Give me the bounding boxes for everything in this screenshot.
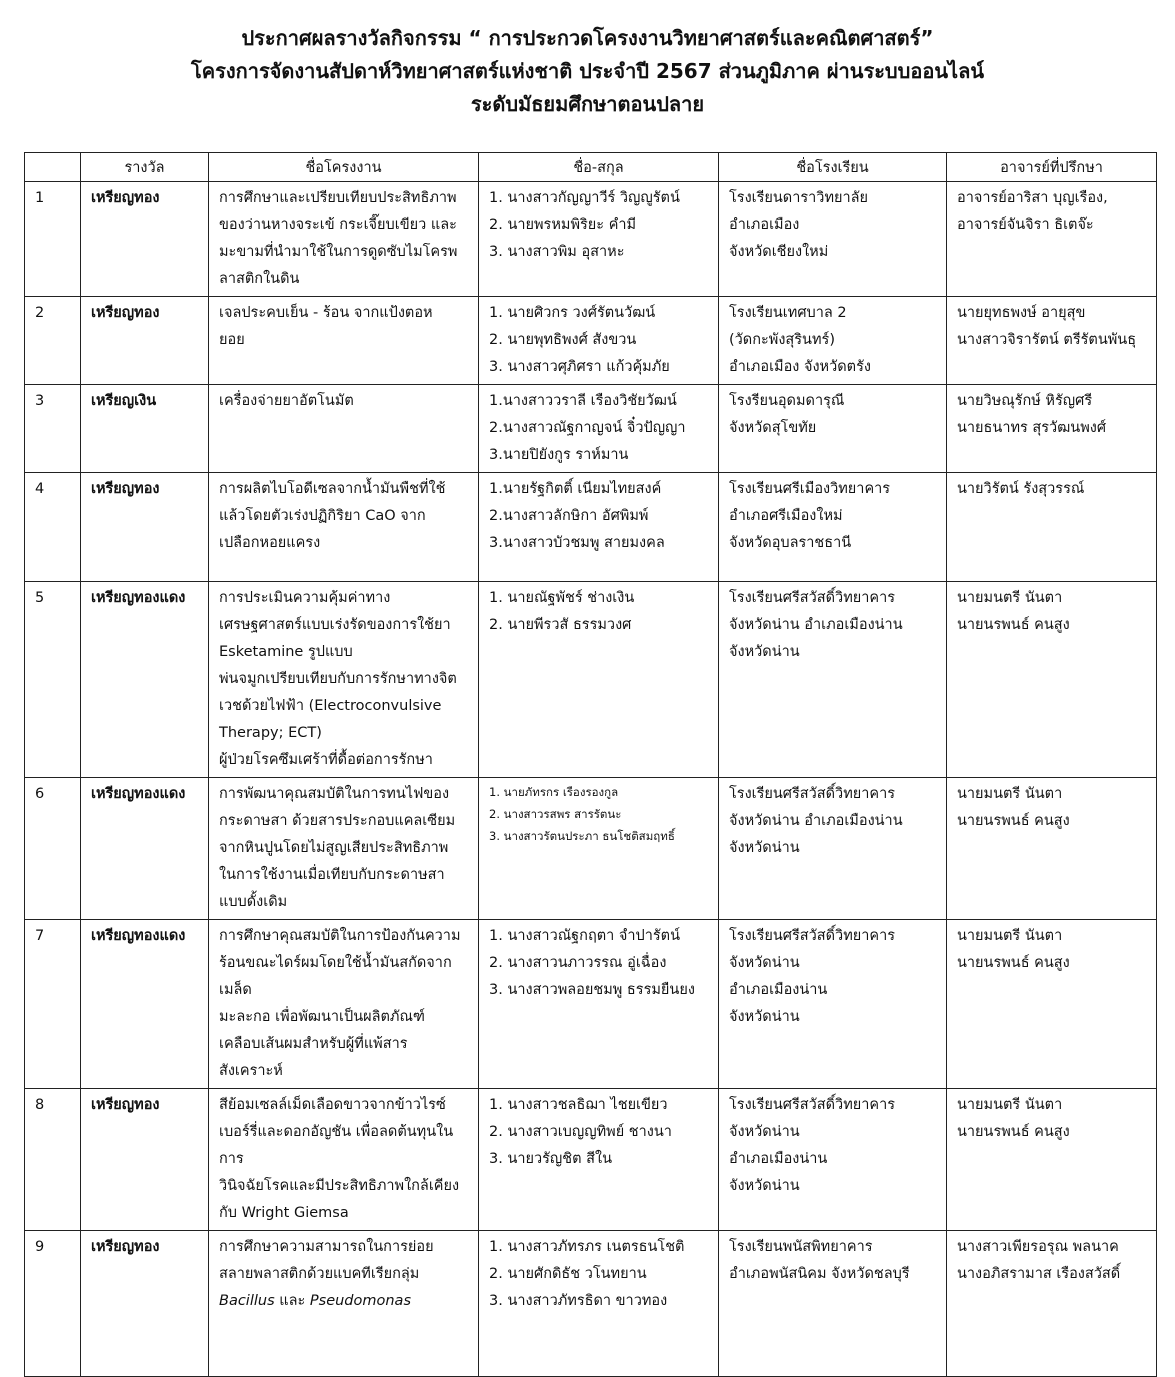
project-line: สลายพลาสติกด้วยแบคทีเรียกลุ่ม — [219, 1266, 420, 1282]
school-line: อำเภอเมืองน่าน — [729, 982, 828, 998]
column-header-school: ชื่อโรงเรียน — [719, 153, 947, 182]
advisor-name: นายนรพนธ์ คนสูง — [957, 1124, 1070, 1140]
project-line: กระดาษสา ด้วยสารประกอบแคลเซียม — [219, 813, 456, 829]
project-line: แล้วโดยตัวเร่งปฏิกิริยา CaO จาก — [219, 508, 426, 524]
advisor-name: นายนรพนธ์ คนสูง — [957, 617, 1070, 633]
school-line: (วัดกะพังสุรินทร์) — [729, 332, 835, 348]
genus-bacillus: Bacillus — [219, 1293, 275, 1309]
column-header-project: ชื่อโครงงาน — [209, 153, 479, 182]
table-row — [25, 473, 1157, 582]
project-line: จากหินปูนโดยไม่สูญเสียประสิทธิภาพ — [219, 840, 449, 856]
school-cell — [719, 920, 947, 1089]
row-number: 7 — [25, 920, 81, 1089]
school-cell — [719, 582, 947, 778]
project-line: เจลประคบเย็น - ร้อน จากแป้งตอห — [219, 305, 433, 321]
project-line: ในการใช้งานเมื่อเทียบกับกระดาษสา — [219, 867, 445, 883]
student-name: 1. นางสาวชลธิฌา ไชยเขียว — [489, 1097, 668, 1113]
advisors-cell — [947, 297, 1157, 385]
students-cell — [479, 297, 719, 385]
school-line: จังหวัดน่าน — [729, 955, 800, 971]
student-name: 2. นายพรหมพิริยะ คำมี — [489, 217, 637, 233]
student-name: 1. นางสาวกัญญาวีร์ วิญญูรัตน์ — [489, 190, 680, 206]
row-number: 3 — [25, 385, 81, 473]
school-line: จังหวัดน่าน — [729, 1009, 800, 1025]
project-line: เคลือบเส้นผมสำหรับผู้ที่แพ้สาร — [219, 1036, 408, 1052]
students-cell — [479, 385, 719, 473]
table-row — [25, 778, 1157, 920]
advisor-name: นายวิษณุรักษ์ หิรัญศรี — [957, 393, 1093, 409]
project-line: ของว่านหางจระเข้ กระเจี๊ยบเขียว และ — [219, 217, 457, 233]
school-line: อำเภอเมือง จังหวัดตรัง — [729, 359, 871, 375]
project-line: การศึกษาความสามารถในการย่อย — [219, 1239, 434, 1255]
student-name: 2. นายพีรวสั ธรรมวงศ — [489, 617, 632, 633]
project-line: มะขามที่นำมาใช้ในการดูดซับไมโครพ — [219, 244, 458, 260]
student-name: 1. นายณัฐพัชร์ ช่างเงิน — [489, 590, 635, 606]
advisor-name: นางสาวจิรารัตน์ ตรีรัตนพันธุ — [957, 332, 1137, 348]
project-line-genus — [219, 1288, 470, 1315]
project-line: เมล็ด — [219, 982, 252, 998]
heading-line-1: ประกาศผลรางวัลกิจกรรม “ การประกวดโครงงานวิทยาศาสตร์และคณิตศาสตร์” — [241, 26, 934, 50]
project-line: แบบดั้งเดิม — [219, 894, 288, 910]
school-line: จังหวัดน่าน — [729, 840, 800, 856]
award-cell: เหรียญทอง — [81, 182, 209, 297]
row-number: 4 — [25, 473, 81, 582]
project-cell — [209, 385, 479, 473]
row-number: 5 — [25, 582, 81, 778]
school-cell — [719, 182, 947, 297]
student-name: 3.นางสาวบัวชมพู สายมงคล — [489, 535, 665, 551]
students-cell — [479, 1089, 719, 1231]
award-cell: เหรียญทอง — [81, 297, 209, 385]
student-name: 3. นางสาวภัทรธิดา ขาวทอง — [489, 1293, 668, 1309]
students-cell — [479, 920, 719, 1089]
results-table — [24, 152, 1157, 1377]
students-cell — [479, 1231, 719, 1377]
project-line: การพัฒนาคุณสมบัติในการทนไฟของ — [219, 786, 450, 802]
column-header-students: ชื่อ-สกุล — [479, 153, 719, 182]
advisors-cell — [947, 582, 1157, 778]
advisors-cell — [947, 1231, 1157, 1377]
students-cell — [479, 473, 719, 582]
advisor-name: นายมนตรี นันตา — [957, 590, 1063, 606]
award-cell: เหรียญทองแดง — [81, 778, 209, 920]
project-line: เปลือกหอยแครง — [219, 535, 321, 551]
student-name: 3. นางสาวพลอยชมพู ธรรมยืนยง — [489, 982, 695, 998]
school-cell — [719, 297, 947, 385]
school-line: โรงเรียนพนัสพิทยาคาร — [729, 1239, 873, 1255]
student-name: 3. นางสาวศุภิศรา แก้วคุ้มภัย — [489, 359, 670, 375]
table-row — [25, 1089, 1157, 1231]
student-name: 2. นางสาวรสพร สารรัตนะ — [489, 807, 622, 821]
school-line: โรงเรียนศรีสวัสดิ์วิทยาคาร — [729, 928, 896, 944]
advisors-cell — [947, 778, 1157, 920]
table-row — [25, 297, 1157, 385]
row-number: 6 — [25, 778, 81, 920]
school-cell — [719, 1231, 947, 1377]
school-cell — [719, 1089, 947, 1231]
project-cell — [209, 778, 479, 920]
student-name: 1.นายรัฐกิตติ์ เนียมไทยสงค์ — [489, 481, 662, 497]
heading-line-3: ระดับมัธยมศึกษาตอนปลาย — [470, 92, 705, 116]
announcement-heading — [0, 22, 1175, 121]
heading-line-2: โครงการจัดงานสัปดาห์วิทยาศาสตร์แห่งชาติ ประจำปี 2567 ส่วนภูมิภาค ผ่านระบบออนไลน์ — [190, 59, 985, 83]
advisor-name: นายมนตรี นันตา — [957, 1097, 1063, 1113]
student-name: 1. นางสาวณัฐกฤตา จำปารัตน์ — [489, 928, 680, 944]
advisors-cell — [947, 920, 1157, 1089]
row-number: 2 — [25, 297, 81, 385]
project-line: สังเคราะห์ — [219, 1063, 283, 1079]
genus-pseudomonas: Pseudomonas — [309, 1293, 412, 1309]
table-row — [25, 920, 1157, 1089]
school-line: อำเภอศรีเมืองใหม่ — [729, 508, 843, 524]
project-cell — [209, 582, 479, 778]
project-line: มะละกอ เพื่อพัฒนาเป็นผลิตภัณฑ์ — [219, 1009, 425, 1025]
student-name: 1. นายศิวกร วงศ์รัตนวัฒน์ — [489, 305, 656, 321]
school-line: โรงรียนอุดมดารุณี — [729, 393, 845, 409]
student-name: 2. นางสาวนภาวรรณ อู่เฉื่อง — [489, 955, 667, 971]
project-line: เศรษฐศาสตร์แบบเร่งรัดของการใช้ยา — [219, 617, 451, 633]
project-line: การผลิตไบโอดีเซลจากน้ำมันพืชที่ใช้ — [219, 481, 446, 497]
student-name: 3. นางสาวพิม อุสาหะ — [489, 244, 625, 260]
school-line: อำเภอเมือง — [729, 217, 800, 233]
school-line: จังหวัดอุบลราชธานี — [729, 535, 852, 551]
table-row — [25, 1231, 1157, 1377]
project-line: การ — [219, 1151, 244, 1167]
advisor-name: นายยุทธพงษ์ อายุสุข — [957, 305, 1086, 321]
project-cell — [209, 182, 479, 297]
project-line: Esketamine รูปแบบ — [219, 644, 353, 660]
project-line: กับ Wright Giemsa — [219, 1205, 349, 1221]
project-cell — [209, 920, 479, 1089]
project-line: ร้อนขณะไดร์ผมโดยใช้น้ำมันสกัดจาก — [219, 955, 452, 971]
table-header-row — [25, 153, 1157, 182]
school-line: โรงเรียนศรีสวัสดิ์วิทยาคาร — [729, 1097, 896, 1113]
project-line: ลาสติกในดิน — [219, 271, 300, 287]
advisors-cell — [947, 473, 1157, 582]
row-number: 1 — [25, 182, 81, 297]
student-name: 2.นางสาวลักษิกา อัศพิมพ์ — [489, 508, 649, 524]
school-line: โรงเรียนศรีสวัสดิ์วิทยาคาร — [729, 786, 896, 802]
students-cell — [479, 182, 719, 297]
column-header-award: รางวัล — [81, 153, 209, 182]
school-line: อำเภอพนัสนิคม จังหวัดชลบุรี — [729, 1266, 910, 1282]
project-line: ยอย — [219, 332, 245, 348]
school-line: อำเภอเมืองน่าน — [729, 1151, 828, 1167]
project-cell — [209, 1089, 479, 1231]
row-number: 8 — [25, 1089, 81, 1231]
advisor-name: นายธนาทร สุรวัฒนพงศ์ — [957, 420, 1107, 436]
advisors-cell — [947, 182, 1157, 297]
student-name: 2.นางสาวณัฐกาญจน์ จิ๋วปัญญา — [489, 420, 686, 436]
student-name: 2. นายศักดิธัช วโนทยาน — [489, 1266, 647, 1282]
award-cell: เหรียญทอง — [81, 1231, 209, 1377]
school-line: จังหวัดน่าน อำเภอเมืองน่าน — [729, 813, 903, 829]
row-number: 9 — [25, 1231, 81, 1377]
table-row — [25, 182, 1157, 297]
school-line: จังหวัดน่าน — [729, 1178, 800, 1194]
students-cell — [479, 582, 719, 778]
student-name: 3. นายวรัญชิต สีใน — [489, 1151, 612, 1167]
student-name: 3.นายปิยังกูร ราห์มาน — [489, 447, 629, 463]
award-cell: เหรียญทอง — [81, 473, 209, 582]
project-line: สีย้อมเซลล์เม็ดเลือดขาวจากข้าวไรซ์ — [219, 1097, 446, 1113]
student-name: 1. นางสาวภัทรภร เนตรธนโชติ — [489, 1239, 685, 1255]
advisor-name: อาจารย์จันจิรา ธิเตจ๊ะ — [957, 217, 1094, 233]
project-line: การศึกษาคุณสมบัติในการป้องกันความ — [219, 928, 461, 944]
column-header-advisors: อาจารย์ที่ปรึกษา — [947, 153, 1157, 182]
advisor-name: นางอภิสรามาส เรืองสวัสดิ์ — [957, 1266, 1121, 1282]
project-line: Therapy; ECT) — [219, 725, 322, 741]
school-cell — [719, 385, 947, 473]
school-line: โรงเรียนเทศบาล 2 — [729, 305, 847, 321]
school-cell — [719, 473, 947, 582]
advisor-name: นายมนตรี นันตา — [957, 786, 1063, 802]
advisors-cell — [947, 1089, 1157, 1231]
award-cell: เหรียญทองแดง — [81, 920, 209, 1089]
project-line: เครื่องจ่ายยาอัตโนมัต — [219, 393, 354, 409]
project-cell — [209, 297, 479, 385]
column-header-number — [25, 153, 81, 182]
award-cell: เหรียญทอง — [81, 1089, 209, 1231]
advisor-name: อาจารย์อาริสา บุญเรือง, — [957, 190, 1108, 206]
project-line: การประเมินความคุ้มค่าทาง — [219, 590, 391, 606]
project-line: เบอร์รี่และดอกอัญชัน เพื่อลดต้นทุนใน — [219, 1124, 454, 1140]
genus-conjunction: และ — [274, 1293, 310, 1309]
school-line: จังหวัดน่าน — [729, 644, 800, 660]
project-line: การศึกษาและเปรียบเทียบประสิทธิภาพ — [219, 190, 457, 206]
student-name: 1. นายภัทรกร เรืองรองกูล — [489, 785, 619, 799]
school-line: จังหวัดเชียงใหม่ — [729, 244, 829, 260]
project-cell — [209, 1231, 479, 1377]
student-name: 2. นายพุทธิพงศ์ สังขวน — [489, 332, 637, 348]
student-name: 2. นางสาวเบญญทิพย์ ชางนา — [489, 1124, 672, 1140]
advisor-name: นางสาวเพียรอรุณ พลนาค — [957, 1239, 1119, 1255]
school-line: จังหวัดน่าน — [729, 1124, 800, 1140]
table-row — [25, 385, 1157, 473]
project-line: พ่นจมูกเปรียบเทียบกับการรักษาทางจิต — [219, 671, 457, 687]
project-line: วินิจฉัยโรคและมีประสิทธิภาพใกล้เคียง — [219, 1178, 460, 1194]
advisor-name: นายมนตรี นันตา — [957, 928, 1063, 944]
school-line: จังหวัดน่าน อำเภอเมืองน่าน — [729, 617, 903, 633]
table-row — [25, 582, 1157, 778]
school-cell — [719, 778, 947, 920]
student-name: 1.นางสาววราลี เรืองวิชัยวัฒน์ — [489, 393, 677, 409]
students-cell — [479, 778, 719, 920]
project-line: ผู้ป่วยโรคซึมเศร้าที่ดื้อต่อการรักษา — [219, 752, 433, 768]
project-line: เวชด้วยไฟฟ้า (Electroconvulsive — [219, 698, 442, 714]
advisor-name: นายนรพนธ์ คนสูง — [957, 813, 1070, 829]
school-line: โรงเรียนศรีสวัสดิ์วิทยาคาร — [729, 590, 896, 606]
student-name: 3. นางสาวรัตนประภา ธนโชติสมฤทธิ์ — [489, 829, 675, 843]
school-line: จังหวัดสุโขทัย — [729, 420, 817, 436]
award-cell: เหรียญเงิน — [81, 385, 209, 473]
advisors-cell — [947, 385, 1157, 473]
school-line: โรงเรียนศรีเมืองวิทยาคาร — [729, 481, 891, 497]
award-cell: เหรียญทองแดง — [81, 582, 209, 778]
school-line: โรงเรียนดาราวิทยาลัย — [729, 190, 869, 206]
advisor-name: นายนรพนธ์ คนสูง — [957, 955, 1070, 971]
advisor-name: นายวิรัตน์ รังสุวรรณ์ — [957, 481, 1085, 497]
project-cell — [209, 473, 479, 582]
